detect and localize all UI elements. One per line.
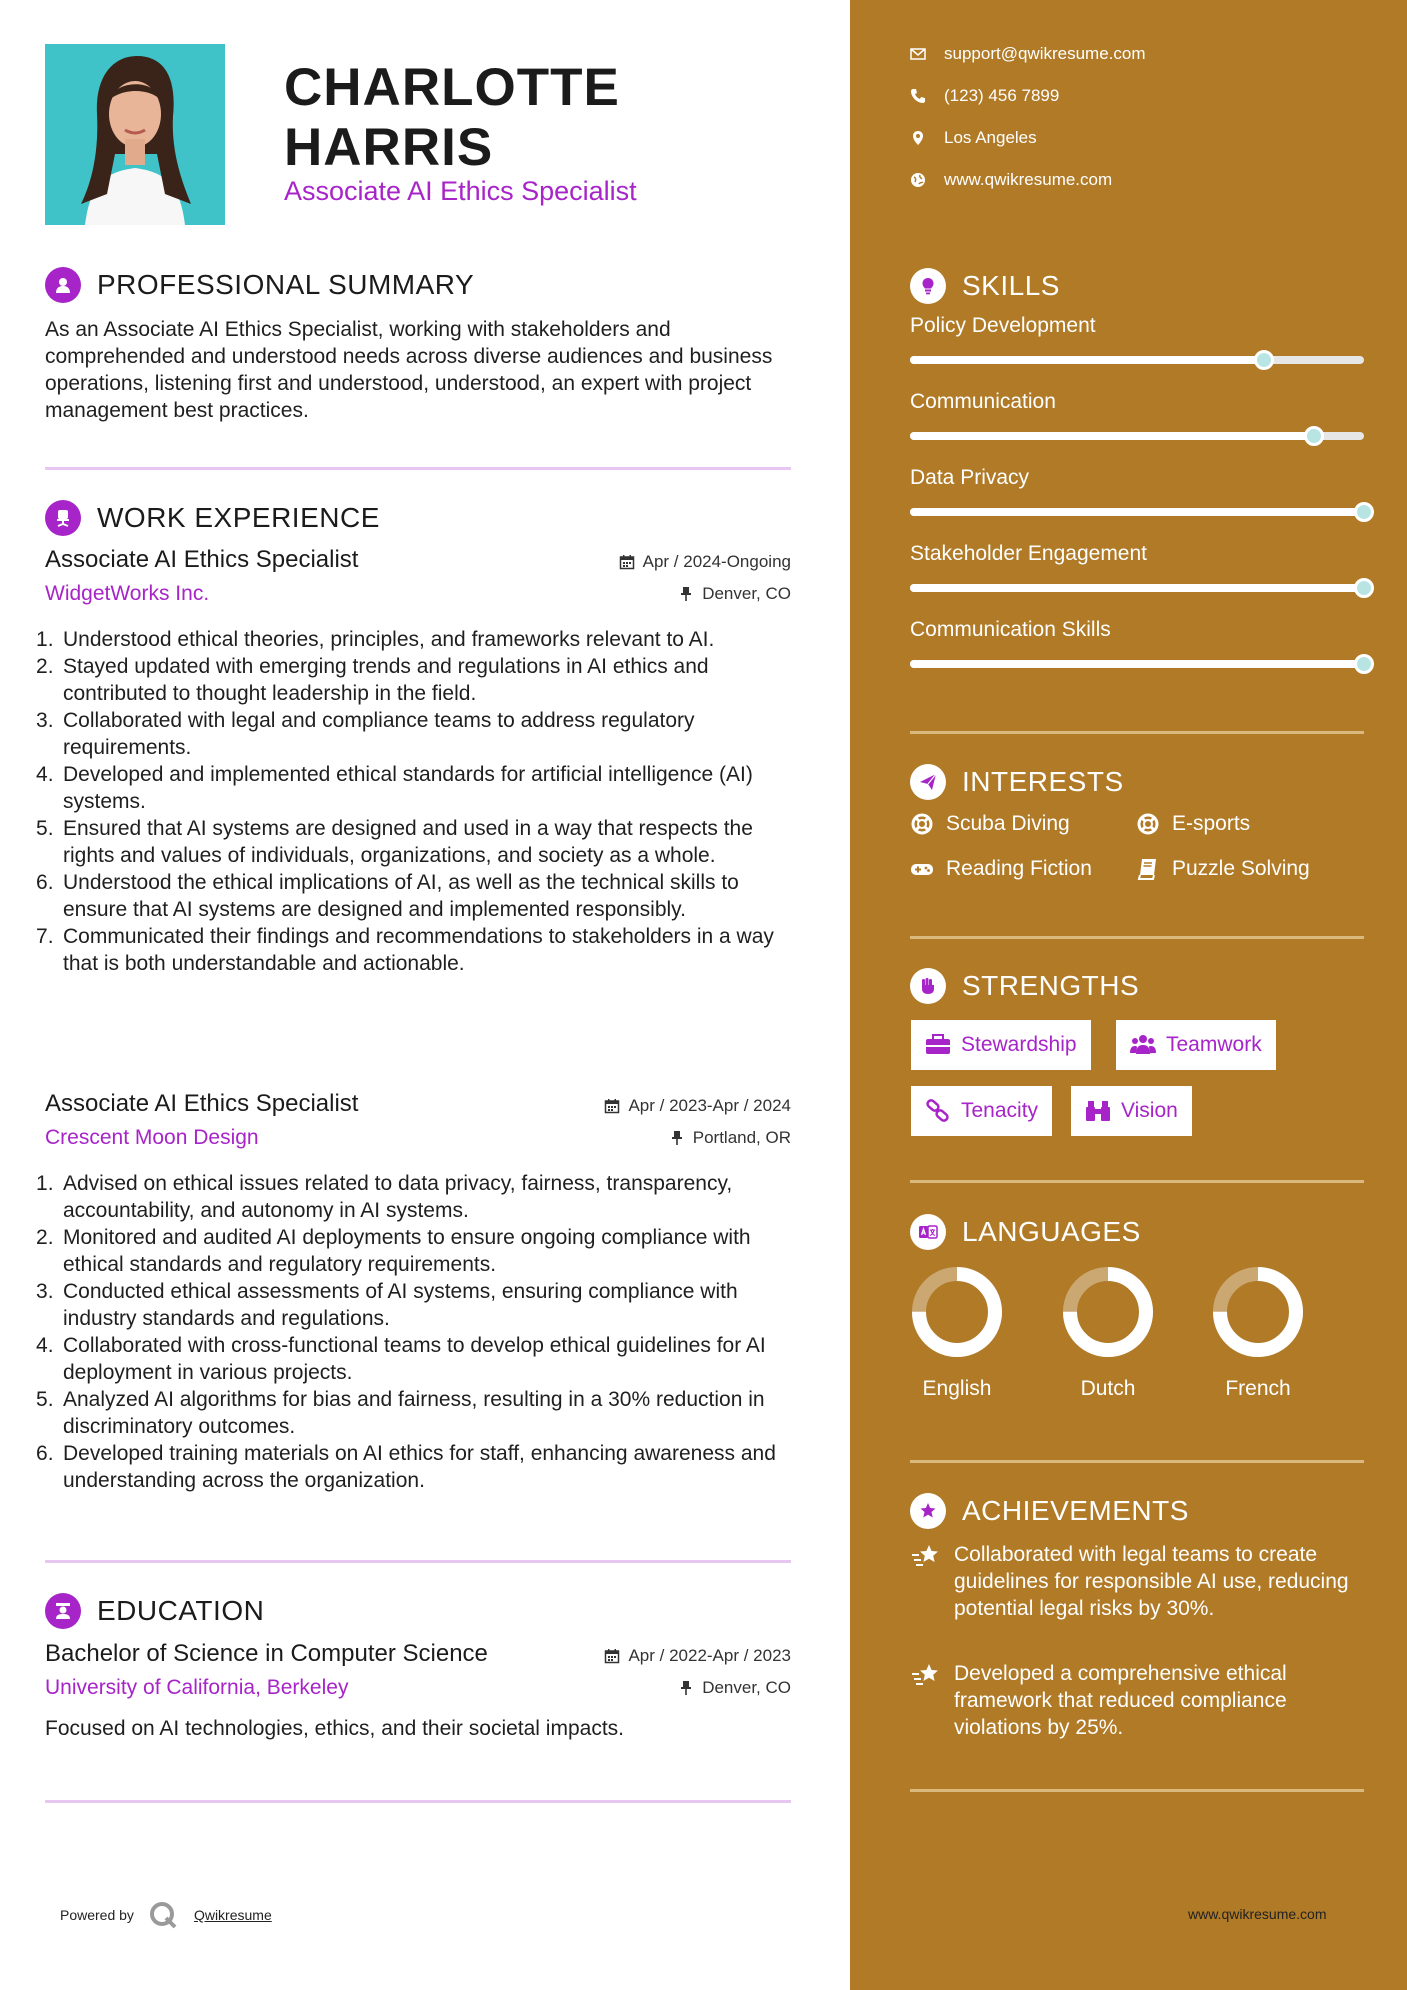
education-location [678, 1678, 791, 1698]
education-entry [45, 1640, 791, 1708]
shooting-star-icon [910, 1662, 942, 1690]
duty-item: Collaborated with legal and compliance teams to address regulatory requirements. [63, 709, 695, 759]
binoculars-icon [1085, 1099, 1111, 1123]
skill-item [910, 314, 1364, 338]
skill-label: Data Privacy [910, 466, 1030, 489]
job-date-text: Apr / 2024-Ongoing [642, 552, 791, 571]
gamepad-icon [910, 857, 934, 881]
strength-chip [911, 1020, 1091, 1070]
divider [910, 731, 1364, 734]
duty-item: Developed and implemented ethical standards for artificial intelligence (AI) systems. [63, 763, 753, 813]
achievement-text: Developed a comprehensive ethical framework that reduced compliance violations by 25%. [954, 1662, 1287, 1739]
skill-item [910, 542, 1364, 566]
achievement-item [910, 1541, 1370, 1622]
education-description: Focused on AI technologies, ethics, and their societal impacts. [45, 1717, 624, 1740]
pin-icon [678, 1680, 694, 1696]
graduate-icon [45, 1593, 81, 1629]
achievements-header [910, 1493, 1189, 1529]
language-item [1048, 1265, 1168, 1401]
users-icon [1130, 1033, 1156, 1057]
candidate-title: Associate AI Ethics Specialist [284, 176, 637, 206]
divider [45, 1560, 791, 1563]
job-date-text: Apr / 2023-Apr / 2024 [628, 1096, 791, 1115]
duty-item: Analyzed AI algorithms for bias and fairness, resulting in a 30% reduction in discriminatory outcomes. [63, 1388, 765, 1438]
divider [910, 1789, 1364, 1792]
qwikresume-link[interactable]: Qwikresume [193, 1907, 272, 1923]
envelope-icon [910, 46, 926, 62]
divider [910, 936, 1364, 939]
shooting-star-icon [910, 1543, 942, 1571]
interest-label: Scuba Diving [946, 812, 1070, 835]
duty-item: Conducted ethical assessments of AI systems, ensuring compliance with industry standards and regulations. [63, 1280, 738, 1330]
summary-text: As an Associate AI Ethics Specialist, working with stakeholders and comprehended and understood needs across diverse audiences and business operations, listening first and understood, understood, an expert with project management best practices. [45, 318, 773, 422]
powered-by [60, 1900, 272, 1930]
strength-chip [1116, 1020, 1276, 1070]
contact-email [910, 44, 1146, 64]
pin-icon [669, 1130, 685, 1146]
skill-label: Policy Development [910, 314, 1096, 337]
email-text[interactable]: support@qwikresume.com [944, 44, 1146, 63]
skill-knob [1304, 426, 1324, 446]
skill-knob [1354, 502, 1374, 522]
calendar-icon [604, 1098, 620, 1114]
strength-label: Teamwork [1166, 1033, 1262, 1056]
interest-label: Reading Fiction [946, 857, 1092, 880]
strength-label: Stewardship [961, 1033, 1077, 1056]
office-chair-icon [45, 500, 81, 536]
strength-label: Tenacity [961, 1099, 1039, 1122]
skill-label: Stakeholder Engagement [910, 542, 1147, 565]
lifebuoy-icon [1136, 812, 1160, 836]
qwikresume-logo-icon [148, 1900, 178, 1930]
skills-heading: SKILLS [962, 270, 1060, 301]
interest-label: Puzzle Solving [1172, 857, 1310, 880]
skill-knob [1254, 350, 1274, 370]
divider [910, 1180, 1364, 1183]
job-location-text: Portland, OR [692, 1128, 791, 1147]
school: University of California, Berkeley [45, 1676, 349, 1699]
job-entry [45, 1090, 791, 1158]
job-role: Associate AI Ethics Specialist [45, 546, 359, 573]
education-heading: EDUCATION [97, 1595, 265, 1626]
map-marker-icon [910, 130, 926, 146]
pin-icon [678, 586, 694, 602]
calendar-icon [619, 554, 635, 570]
phone-text: (123) 456 7899 [944, 86, 1060, 105]
skill-knob [1354, 654, 1374, 674]
education-date-text: Apr / 2022-Apr / 2023 [628, 1646, 791, 1665]
interests-heading: INTERESTS [962, 766, 1124, 797]
skills-header [910, 268, 1060, 304]
achievements-heading: ACHIEVEMENTS [962, 1495, 1189, 1526]
book-icon [1136, 857, 1160, 881]
duty-item: Ensured that AI systems are designed and used in a way that respects the rights and values of individuals, organizations, and society as a whole. [63, 817, 753, 867]
skill-bar [910, 584, 1364, 592]
skill-bar-fill [910, 356, 1264, 364]
duty-item: Developed training materials on AI ethics for staff, enhancing awareness and understanding across the organization. [63, 1442, 776, 1492]
interest-item [910, 812, 1070, 836]
phone-icon [910, 88, 926, 104]
name-last: HARRIS [284, 118, 494, 177]
strengths-heading: STRENGTHS [962, 970, 1140, 1001]
skill-bar [910, 356, 1364, 364]
strength-chip [1071, 1086, 1192, 1136]
name-first: CHARLOTTE [284, 58, 620, 117]
link-icon [925, 1099, 951, 1123]
interest-label: E-sports [1172, 812, 1251, 835]
language-ring [1211, 1265, 1305, 1359]
skill-bar-fill [910, 508, 1364, 516]
job-company: Crescent Moon Design [45, 1126, 259, 1149]
language-label: French [1225, 1377, 1291, 1400]
divider [45, 467, 791, 470]
briefcase-icon [925, 1033, 951, 1057]
website-text[interactable]: www.qwikresume.com [944, 170, 1113, 189]
interest-item [1136, 857, 1310, 881]
job-location-text: Denver, CO [702, 584, 791, 603]
sidebar [850, 0, 1407, 1990]
lifebuoy-icon [910, 812, 934, 836]
education-date [604, 1646, 791, 1666]
skill-item [910, 618, 1364, 642]
language-item [1198, 1265, 1318, 1401]
languages-heading: LANGUAGES [962, 1216, 1141, 1247]
duty-item: Understood the ethical implications of AI, as well as the technical skills to ensure that AI systems are designed and implemented responsibly. [63, 871, 739, 921]
skill-knob [1354, 578, 1374, 598]
job-duties [36, 626, 796, 977]
duty-item: Stayed updated with emerging trends and regulations in AI ethics and contributed to thought leadership in the field. [63, 655, 709, 705]
strength-chip [911, 1086, 1052, 1136]
skill-item [910, 390, 1364, 414]
lightbulb-icon [910, 268, 946, 304]
profile-photo [45, 44, 225, 225]
skill-bar [910, 660, 1364, 668]
candidate-name [284, 58, 620, 178]
job-company: WidgetWorks Inc. [45, 582, 210, 605]
calendar-icon [604, 1648, 620, 1664]
duty-item: Monitored and audited AI deployments to ensure ongoing compliance with ethical standards and regulatory requirements. [63, 1226, 751, 1276]
person-avatar-icon [45, 44, 225, 225]
skill-item [910, 466, 1364, 490]
strength-label: Vision [1121, 1099, 1178, 1122]
language-label: Dutch [1080, 1377, 1136, 1400]
interest-item [910, 857, 1092, 881]
footer-site[interactable]: www.qwikresume.com [1188, 1906, 1327, 1922]
strengths-header [910, 968, 1139, 1004]
job-role: Associate AI Ethics Specialist [45, 1090, 359, 1117]
education-location-text: Denver, CO [702, 1678, 791, 1697]
job-date [604, 1096, 791, 1116]
language-item [897, 1265, 1017, 1401]
duty-item: Communicated their findings and recommendations to stakeholders in a way that is both understandable and actionable. [63, 925, 774, 975]
divider [910, 1460, 1364, 1463]
star-badge-icon [910, 1493, 946, 1529]
skill-bar-fill [910, 584, 1364, 592]
skill-bar-fill [910, 660, 1364, 668]
duty-item: Understood ethical theories, principles, and frameworks relevant to AI. [63, 628, 715, 651]
powered-by-label: Powered by [60, 1907, 134, 1923]
location-text: Los Angeles [944, 128, 1037, 147]
language-ring [1061, 1265, 1155, 1359]
experience-header [45, 500, 380, 536]
job-location [669, 1128, 791, 1148]
contact-phone [910, 86, 1059, 106]
translate-icon [910, 1214, 946, 1250]
achievement-text: Collaborated with legal teams to create guidelines for responsible AI use, reducing potential legal risks by 30%. [954, 1543, 1349, 1620]
duty-item: Advised on ethical issues related to data privacy, fairness, transparency, accountability, and autonomy in AI systems. [63, 1172, 733, 1222]
skill-bar [910, 508, 1364, 516]
achievement-item [910, 1660, 1370, 1741]
contact-location [910, 128, 1037, 148]
interest-item [1136, 812, 1250, 836]
divider [45, 1800, 791, 1803]
summary-header [45, 267, 474, 303]
skill-label: Communication [910, 390, 1056, 413]
job-duties [36, 1170, 796, 1494]
duty-item: Collaborated with cross-functional teams to develop ethical guidelines for AI deployment in various projects. [63, 1334, 766, 1384]
experience-heading: WORK EXPERIENCE [97, 502, 380, 533]
paper-plane-icon [910, 764, 946, 800]
skill-bar-fill [910, 432, 1314, 440]
education-header [45, 1593, 264, 1629]
skill-bar [910, 432, 1364, 440]
contact-website [910, 170, 1112, 190]
job-location [678, 584, 791, 604]
language-label: English [922, 1377, 992, 1400]
degree: Bachelor of Science in Computer Science [45, 1640, 488, 1667]
interests-header [910, 764, 1124, 800]
globe-icon [910, 172, 926, 188]
skill-label: Communication Skills [910, 618, 1111, 641]
user-icon [45, 267, 81, 303]
job-date [619, 552, 791, 572]
language-ring [910, 1265, 1004, 1359]
fist-icon [910, 968, 946, 1004]
summary-heading: PROFESSIONAL SUMMARY [97, 269, 475, 300]
languages-header [910, 1214, 1141, 1250]
job-entry [45, 546, 791, 614]
